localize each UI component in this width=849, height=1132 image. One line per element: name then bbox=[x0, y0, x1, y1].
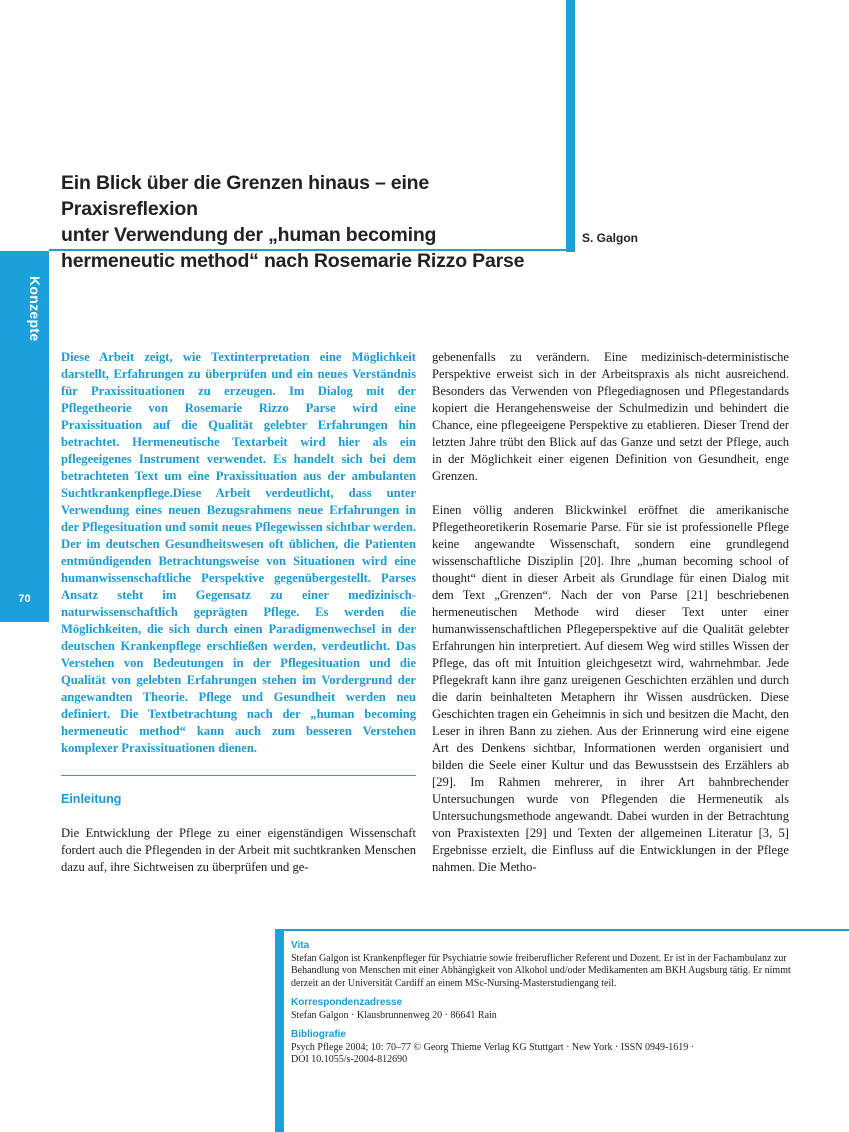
address-label: Korrespondenzadresse bbox=[291, 997, 403, 1008]
body-paragraph-2: Einen völlig anderen Blickwinkel eröffnet die amerikanische Pflegetheoretikerin Rosemarie Parse. Für sie ist professionelle Pflege keine angewandte Wissenschaft, sondern eine grundlegend wissenschaftliche Disziplin [20]. Ihre „human becoming school of thought“ dient in dieser Arbeit als Grundlage für einen Dialog mit dem Text „Grenzen“. Nach der von Parse [21] beschriebenen hermeneutischen Methode wird dieser Text unter einer humanwissenschaftlichen Pflegeperspektive auf die Qualität gelebter Erfahrungen hin interpretiert. Auf diesem Weg wird stilles Wissen der Pflege, das oft mit Intuition gleichgesetzt wird, wahrnehmbar. Jede Pflegekraft kann ihre ganz ureigenen Geschichten erzählen und durch die darin beinhalteten Metaphern ihr Wissen ausdrücken. Diese Geschichten tragen ein Geheimnis in sich und besitzen die Macht, den Leser in ihren Bann zu ziehen. Aus der Erinnerung wird eine eigene Art des Denkens sichtbar, Informationen werden organisiert und bilden die Seele einer Kultur und das Bewusstsein des Erzählers ab [29]. Im Rahmen mehrerer, in ihrer Art bahnbrechender Untersuchungen wurde von Pflegenden die Hermeneutik als Untersuchungsmethode angewandt. Dabei wurden in der Betrachtung von Praxistexten [29] und Texten der allgemeinen Literatur [3, 5] Ergebnisse erzielt, die Einfluss auf die Entwicklungen in der Pflege nahmen. Die Metho- bbox=[432, 503, 789, 874]
intro-heading: Einleitung bbox=[61, 792, 122, 806]
author-info-box bbox=[291, 940, 791, 1074]
title-line-1: Ein Blick über die Grenzen hinaus – eine Praxisreflexion bbox=[61, 172, 430, 220]
body-paragraph-1: gebenenfalls zu verändern. Eine medizinisch-deterministische Perspektive erweist sich in der Arbeitspraxis als nicht ausreichend. Besonders das Verwenden von Pflegediagnosen und Pflegestandards kopiert die Herangehensweise der Schulmedizin und behindert die Chance, eine pflegeeigene Perspektive zu etablieren. Dieser Trend der letzten Jahre trübt den Blick auf das Ganze und setzt der Pflege, auch in der Möglichkeit einer eigenen Definition von Gesundheit, enge Grenzen. bbox=[432, 350, 789, 483]
vita-block bbox=[291, 940, 791, 990]
info-box-top-rule bbox=[275, 929, 849, 931]
author-name: S. Galgon bbox=[582, 231, 639, 245]
abstract-divider bbox=[61, 775, 416, 776]
bibliography-label: Bibliografie bbox=[291, 1029, 347, 1040]
title-line-2: unter Verwendung der „human becoming bbox=[61, 224, 437, 246]
info-box-accent-bar bbox=[275, 929, 284, 1132]
abstract-text: Diese Arbeit zeigt, wie Textinterpretation eine Möglichkeit darstellt, Erfahrungen zu überprüfen und ein neues Verständnis für Praxissituationen zu erzeugen. Im Dialog mit der Pflegetheorie von Rosemarie Rizzo Parse wird eine Praxissituation auf die Qualität gelebter Erfahrungen hin betrachtet. Hermeneutische Textarbeit wird hier als ein pflegeeigenes Instrument verwendet. Es handelt sich bei dem betrachteten Text um eine Praxissituation aus der ambulanten Suchtkrankenpflege.Diese Arbeit verdeutlicht, dass unter Verwendung eines neuen Bezugsrahmens neue Erfahrungen in der Pflegesituation und somit neues Pflegewissen sichtbar werden. Der im deutschen Gesundheitswesen oft üblichen, die Patienten entmündigenden Betrachtungsweise von Situationen wird eine humanwissenschaftliche Perspektive gegenübergestellt. Parses Ansatz steht im Gegensatz zu einer medizinisch-naturwissenschaftlich geprägten Pflege. Es werden die Möglichkeiten, die sich durch einen Paradigmenwechsel in der deutschen Krankenpflege erschließen werden, verdeutlicht. Das Verstehen von Bedeutungen in der Pflegesituation und die Qualität von gelebten Erfahrungen stehen im Vordergrund der angewandten Theorie. Pflege und Gesundheit werden neu definiert. Die Textbetrachtung nach der „human becoming hermeneutic method“ kann auch zum besseren Verstehen komplexer Praxissituationen dienen. bbox=[61, 350, 416, 755]
bibliography-block bbox=[291, 1029, 791, 1067]
bibliography-line-2: DOI 10.1055/s-2004-812690 bbox=[291, 1054, 408, 1065]
intro-paragraph: Die Entwicklung der Pflege zu einer eigenständigen Wissenschaft fordert auch die Pflegenden in der Arbeit mit suchtkranken Menschen dazu auf, ihre Sichtweisen zu überprüfen und ge- bbox=[61, 826, 416, 874]
vita-label: Vita bbox=[291, 940, 310, 951]
section-label: Konzepte bbox=[27, 276, 43, 342]
article-title bbox=[61, 170, 566, 274]
bibliography-line-1: Psych Pflege 2004; 10: 70–77 © Georg Thieme Verlag KG Stuttgart · New York · ISSN 0949-1619 · bbox=[291, 1041, 695, 1053]
title-line-3: hermeneutic method“ nach Rosemarie Rizzo Parse bbox=[61, 250, 525, 272]
right-column bbox=[432, 349, 789, 876]
page-number: 70 bbox=[18, 593, 31, 605]
address-block bbox=[291, 997, 791, 1022]
vita-text: Stefan Galgon ist Krankenpfleger für Psychiatrie sowie freiberuflicher Referent und Dozent. Er ist in der Fachambulanz zur Behandlung von Menschen mit einer Abhängigkeit von Alkohol und/oder Medikamenten am BKH Augsburg tätig. Er nimmt derzeit an der Universität Cardiff an einem MSc-Nursing-Masterstudiengang teil. bbox=[291, 952, 791, 989]
address-text: Stefan Galgon · Klausbrunnenweg 20 · 86641 Rain bbox=[291, 1009, 497, 1021]
header-accent-bar bbox=[566, 0, 575, 252]
left-column bbox=[61, 349, 416, 876]
